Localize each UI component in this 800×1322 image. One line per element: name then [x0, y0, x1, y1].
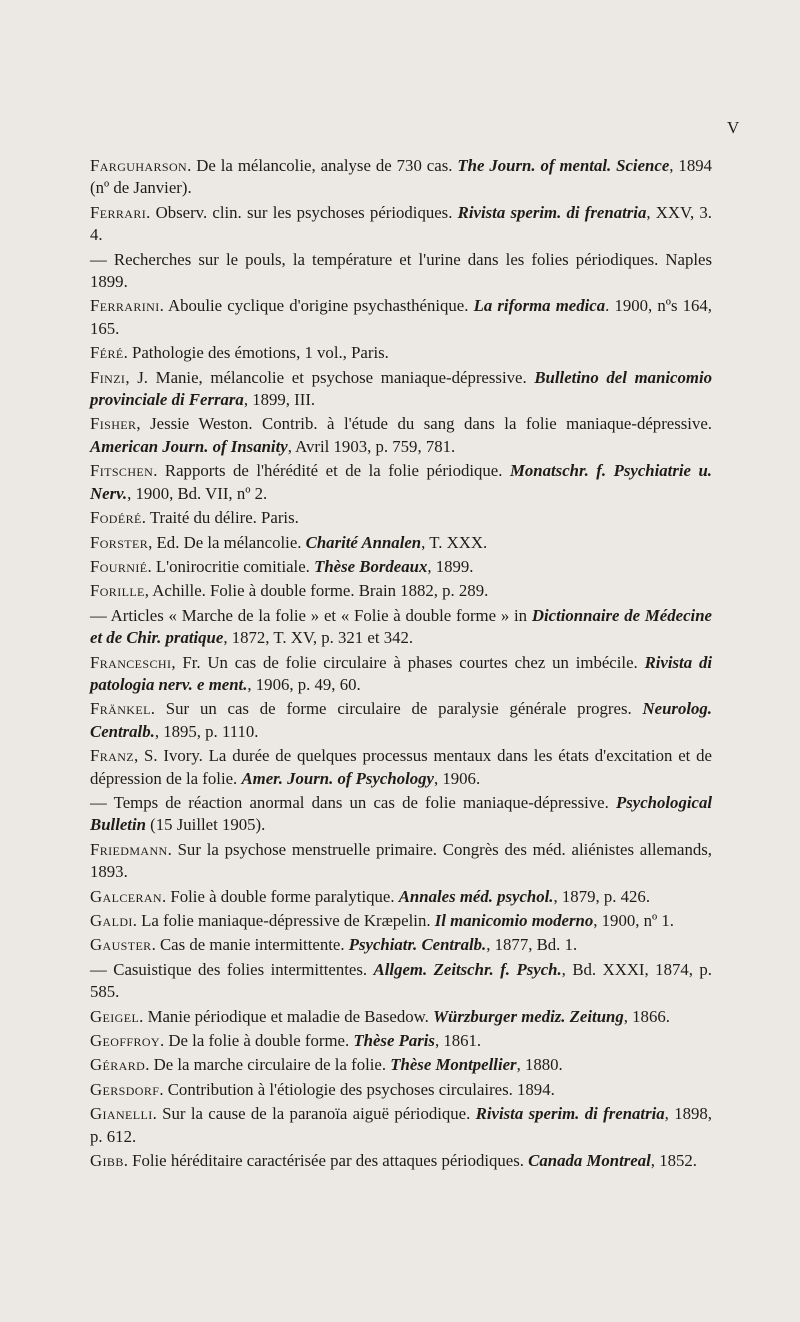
entry-author: Forster [90, 532, 149, 552]
entry-source-title: American Journ. of Insanity [90, 436, 288, 456]
bibliography-entry [90, 839, 712, 884]
entry-text: . De la mélancolie, analyse de 730 cas. [187, 156, 458, 175]
entry-author: Gersdorf [90, 1079, 160, 1099]
entry-text: . Folie à double forme paralytique. [162, 886, 399, 906]
entry-text: , Ed. De la mélancolie. [148, 532, 306, 552]
entry-details: , Avril 1903, p. 759, 781. [287, 436, 456, 456]
entry-source-title: Canada Montreal [528, 1151, 651, 1171]
entry-details: , 1895, p. 1110. [154, 721, 259, 741]
bibliography-entry [90, 342, 712, 364]
entry-author: Friedmann [90, 839, 168, 859]
entry-text: . Pathologie des émotions, 1 vol., Paris. [123, 343, 389, 363]
entry-author: Fisher [90, 414, 137, 434]
entry-text: , Fr. Un cas de folie circulaire à phases courtes chez un imbécile. [171, 652, 645, 672]
entry-source-title: La riforma medica [473, 296, 606, 316]
bibliography-entry [90, 934, 712, 956]
entry-details: , 1906. [433, 768, 481, 788]
entry-text: . Observ. clin. sur les psychoses périodiques. [146, 202, 458, 222]
entry-text: . Traité du délire. Paris. [141, 508, 299, 528]
bibliography-entry [90, 249, 712, 294]
entry-text: . De la marche circulaire de la folie. [145, 1055, 391, 1075]
bibliography-entry [90, 886, 712, 908]
entry-text: . Aboulie cyclique d'origine psychasthénique. [159, 296, 474, 316]
entry-details: , 1894 (nº de Janvier). [90, 156, 712, 198]
entry-details: , 1900, nº 1. [593, 911, 674, 930]
entry-source-title: Amer. Journ. of Psychology [241, 768, 434, 788]
entry-source-title: Il manicomio moderno [434, 911, 594, 930]
bibliography-entry [90, 295, 712, 340]
bibliography-entry [90, 460, 712, 505]
entry-source-title: Würzburger mediz. Zeitung [433, 1006, 624, 1026]
entry-text: — Recherches sur le pouls, la température et l'urine dans les folies périodiques. Naples 1899. [90, 249, 712, 292]
entry-details: , 1900, Bd. VII, nº 2. [127, 483, 268, 503]
entry-text: — Casuistique des folies intermittentes. [90, 959, 374, 979]
entry-details: , 1879, p. 426. [553, 886, 651, 906]
entry-text: . Sur la cause de la paranoïa aiguë périodique. [152, 1104, 476, 1124]
entry-text: . Cas de manie intermittente. [151, 935, 349, 955]
entry-author: Geigel [90, 1006, 140, 1026]
bibliography-entry [90, 605, 712, 650]
bibliography-entry [90, 1054, 712, 1076]
entry-text: , J. Manie, mélancolie et psychose maniaque-dépressive. [125, 367, 535, 387]
bibliography-list [90, 155, 712, 1174]
entry-text: , Achille. Folie à double forme. Brain 1882, p. 289. [144, 581, 489, 601]
entry-text: — Articles « Marche de la folie » et « Folie à double forme » in [90, 605, 532, 625]
entry-text: . Sur la psychose menstruelle primaire. Congrès des méd. aliénistes allemands, 1893. [90, 839, 712, 882]
entry-author: Ferrarini [90, 296, 160, 316]
entry-author: Fitschen [90, 461, 154, 481]
entry-details: , 1861. [434, 1031, 482, 1051]
bibliography-entry [90, 413, 712, 458]
bibliography-entry [90, 1030, 712, 1052]
entry-source-title: Rivista sperim. di frenatria [475, 1104, 665, 1124]
bibliography-entry [90, 532, 712, 554]
entry-details: . 1900, nºs 164, 165. [90, 296, 712, 338]
bibliography-entry [90, 910, 712, 932]
bibliography-entry [90, 367, 712, 412]
entry-source-title: Bulletino del manicomio provinciale di Ferrara [90, 367, 713, 410]
entry-author: Gianelli [90, 1104, 153, 1124]
entry-author: Gérard [90, 1055, 146, 1075]
entry-author: Franceschi [90, 652, 172, 672]
bibliography-entry [90, 1006, 712, 1028]
entry-details: , XXV, 3. 4. [90, 202, 712, 245]
bibliography-entry [90, 580, 712, 602]
entry-details: , 1866. [623, 1006, 670, 1026]
entry-author: Galdi [90, 911, 133, 930]
bibliography-entry [90, 202, 712, 247]
entry-author: Ferrari [90, 202, 147, 222]
entry-author: Gauster [90, 935, 152, 955]
bibliography-entry [90, 959, 712, 1004]
entry-text: . Folie héréditaire caractérisée par des attaques périodiques. [123, 1151, 529, 1171]
entry-author: Farguharson [90, 156, 188, 175]
entry-text: . L'onirocritie comitiale. [147, 556, 315, 576]
entry-author: Forille [90, 581, 145, 601]
page-number: V [727, 118, 740, 137]
entry-details: , 1872, T. XV, p. 321 et 342. [223, 628, 414, 648]
bibliography-entry [90, 652, 712, 697]
entry-author: Finzi [90, 367, 126, 387]
bibliography-entry [90, 1150, 712, 1172]
entry-source-title: Charité Annalen [305, 532, 422, 552]
entry-author: Fränkel [90, 699, 151, 719]
entry-source-title: Thèse Paris [353, 1031, 435, 1051]
entry-author: Féré [90, 343, 124, 363]
entry-text: . Manie périodique et maladie de Basedow. [139, 1006, 434, 1026]
entry-author: Geoffroy [90, 1031, 160, 1051]
entry-details: , T. XXX. [421, 532, 488, 552]
entry-source-title: Neurolog. Centralb. [90, 699, 712, 741]
entry-text: , S. Ivory. La durée de quelques processus mentaux dans les états d'excitation et de dépression de la folie. [90, 746, 712, 788]
entry-details: (15 Juillet 1905). [145, 815, 266, 835]
entry-text: , Jessie Weston. Contrib. à l'étude du sang dans la folie maniaque-dépressive. [136, 414, 712, 434]
entry-details: , 1880. [516, 1055, 563, 1075]
entry-details: , 1906, p. 49, 60. [247, 674, 361, 694]
bibliography-entry [90, 1079, 712, 1101]
entry-text: — Temps de réaction anormal dans un cas de folie maniaque-dépressive. [90, 792, 616, 812]
entry-source-title: Dictionnaire de Médecine et de Chir. pratique [90, 605, 712, 648]
entry-source-title: Monatschr. f. Psychiatrie u. Nerv. [90, 461, 713, 503]
bibliography-entry [90, 745, 712, 790]
entry-details: , 1852. [650, 1151, 697, 1171]
entry-details: , 1899, III. [243, 390, 316, 410]
entry-source-title: Thèse Bordeaux [314, 556, 428, 576]
entry-source-title: Psychological Bulletin [90, 792, 712, 835]
entry-details: , 1899. [427, 556, 474, 576]
entry-source-title: Rivista sperim. di frenatria [457, 202, 647, 222]
entry-text: . De la folie à double forme. [160, 1031, 354, 1051]
bibliography-entry [90, 1103, 712, 1148]
entry-source-title: The Journ. of mental. Science [457, 156, 670, 175]
entry-details: , 1898, p. 612. [90, 1104, 712, 1146]
entry-details: , 1877, Bd. 1. [486, 935, 578, 955]
entry-text: . Rapports de l'hérédité et de la folie périodique. [153, 461, 510, 481]
entry-author: Gibb [90, 1151, 124, 1171]
entry-source-title: Psychiatr. Centralb. [348, 935, 487, 955]
entry-text: . Sur un cas de forme circulaire de paralysie générale progres. [150, 699, 643, 719]
entry-source-title: Allgem. Zeitschr. f. Psych. [373, 959, 562, 979]
entry-details: , Bd. XXXI, 1874, p. 585. [90, 959, 712, 1002]
entry-source-title: Thèse Montpellier [390, 1055, 517, 1075]
entry-author: Franz [90, 746, 134, 766]
bibliography-entry [90, 698, 712, 743]
bibliography-entry [90, 155, 712, 200]
entry-author: Galceran [90, 886, 162, 906]
entry-text: . La folie maniaque-dépressive de Kræpelin. [132, 911, 435, 930]
entry-author: Fournié [90, 556, 148, 576]
entry-source-title: Rivista di patologia nerv. e ment. [90, 652, 712, 694]
bibliography-entry [90, 507, 712, 529]
bibliography-entry [90, 556, 712, 578]
bibliography-entry [90, 792, 712, 837]
entry-text: . Contribution à l'étiologie des psychoses circulaires. 1894. [159, 1079, 555, 1099]
entry-author: Fodéré [90, 508, 142, 528]
entry-source-title: Annales méd. psychol. [398, 886, 554, 906]
